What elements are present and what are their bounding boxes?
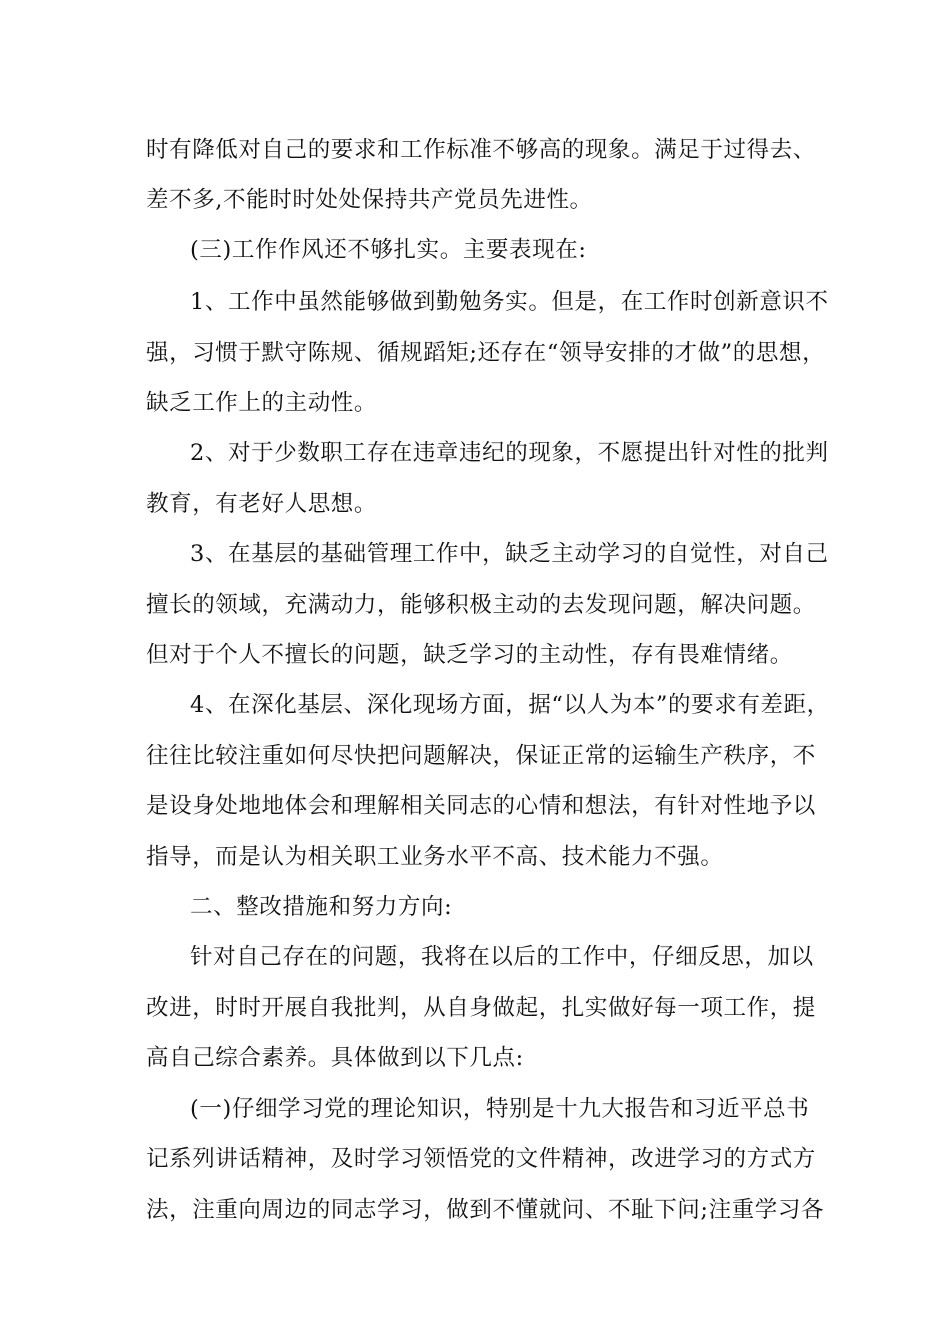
text-line xyxy=(0,183,950,217)
text-line xyxy=(0,487,950,521)
text-line xyxy=(0,739,950,773)
text-line xyxy=(0,1193,950,1227)
text-content: 但对于个人不擅长的问题，缺乏学习的主动性，存有畏难情绪。 xyxy=(146,642,793,668)
text-content: 二、整改措施和努力方向: xyxy=(190,894,453,920)
text-content: 教育，有老好人思想。 xyxy=(146,491,378,517)
text-line xyxy=(0,789,950,823)
text-content: 3、在基层的基础管理工作中，缺乏主动学习的自觉性，对自己 xyxy=(190,541,829,567)
text-content: (三)工作作风还不够扎实。主要表现在: xyxy=(190,237,587,263)
text-line xyxy=(0,133,950,167)
text-content: 记系列讲话精神，及时学习领悟党的文件精神，改进学习的方式方 xyxy=(146,1146,816,1172)
text-content: 法，注重向周边的同志学习，做到不懂就问、不耻下问;注重学习各 xyxy=(146,1197,825,1223)
text-content: (一)仔细学习党的理论知识，特别是十九大报告和习近平总书 xyxy=(190,1096,810,1122)
section-heading xyxy=(0,890,950,924)
text-content: 强，习惯于默守陈规、循规蹈矩;还存在“领导安排的才做”的思想， xyxy=(146,340,826,366)
text-line xyxy=(0,1092,950,1126)
text-line xyxy=(0,688,950,722)
text-line xyxy=(0,840,950,874)
text-content: 差不多,不能时时处处保持共产党员先进性。 xyxy=(146,187,593,213)
text-line xyxy=(0,1142,950,1176)
text-line xyxy=(0,336,950,370)
text-content: 时有降低对自己的要求和工作标准不够高的现象。满足于过得去、 xyxy=(146,137,816,163)
text-content: 2、对于少数职工存在违章违纪的现象，不愿提出针对性的批判 xyxy=(190,440,829,466)
section-heading xyxy=(0,233,950,267)
text-content: 1、工作中虽然能够做到勤勉务实。但是，在工作时创新意识不 xyxy=(190,289,829,315)
text-content: 缺乏工作上的主动性。 xyxy=(146,390,378,416)
text-line xyxy=(0,285,950,319)
text-content: 改进，时时开展自我批判，从自身做起，扎实做好每一项工作，提 xyxy=(146,995,816,1021)
text-line xyxy=(0,991,950,1025)
text-content: 是设身处地地体会和理解相关同志的心情和想法，有针对性地予以 xyxy=(146,793,816,819)
text-line xyxy=(0,1041,950,1075)
text-content: 往往比较注重如何尽快把问题解决，保证正常的运输生产秩序，不 xyxy=(146,743,816,769)
text-content: 高自己综合素养。具体做到以下几点: xyxy=(146,1045,524,1071)
text-line xyxy=(0,588,950,622)
text-content: 擅长的领域，充满动力，能够积极主动的去发现问题，解决问题。 xyxy=(146,592,816,618)
text-line xyxy=(0,386,950,420)
text-content: 指导，而是认为相关职工业务水平不高、技术能力不强。 xyxy=(146,844,724,870)
text-line xyxy=(0,638,950,672)
text-line xyxy=(0,940,950,974)
text-content: 4、在深化基层、深化现场方面，据“以人为本”的要求有差距， xyxy=(190,692,830,718)
text-line xyxy=(0,537,950,571)
text-line xyxy=(0,436,950,470)
text-content: 针对自己存在的问题，我将在以后的工作中，仔细反思，加以 xyxy=(190,944,814,970)
